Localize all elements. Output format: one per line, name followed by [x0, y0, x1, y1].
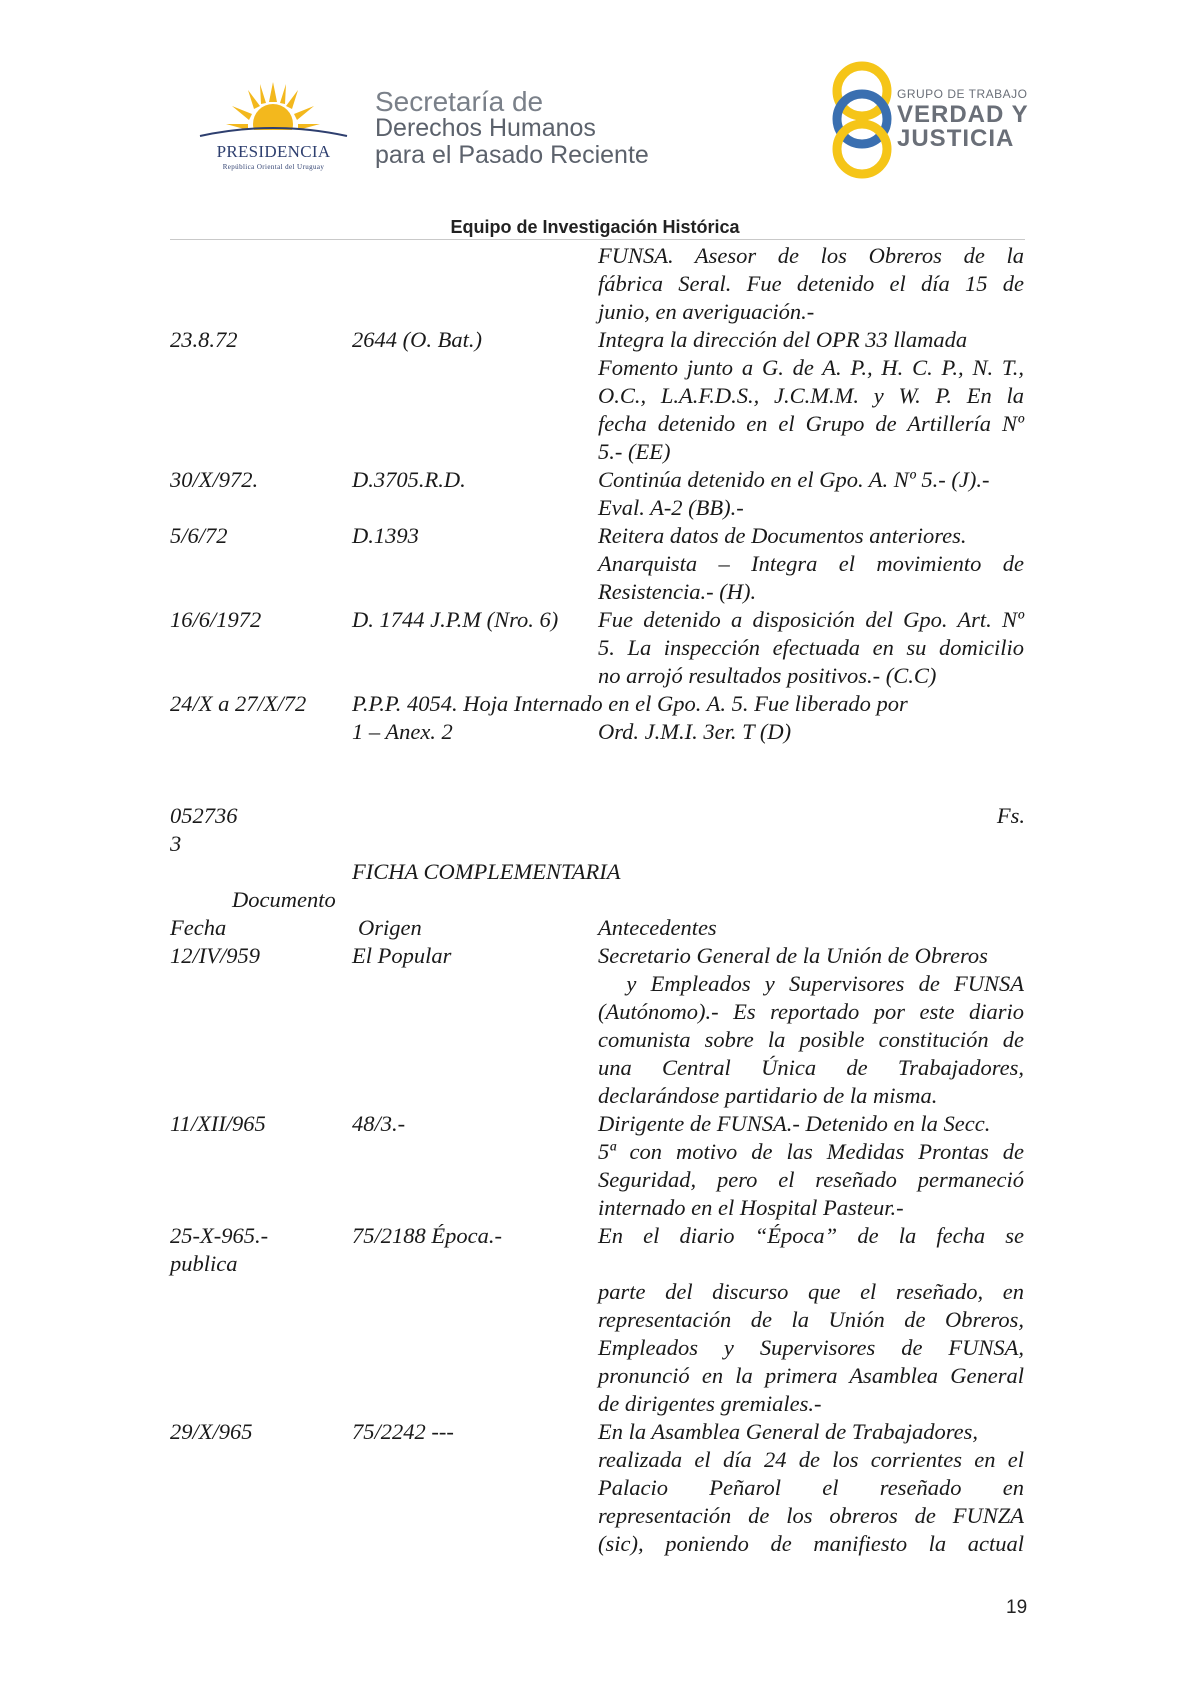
entry-date: 12/IV/959 [170, 943, 260, 968]
text-line: fecha detenido en el Grupo de Artillería Nº [598, 411, 1024, 436]
text-line: 5.- (EE) [598, 439, 671, 464]
text-line: Empleados y Supervisores de FUNSA, [598, 1335, 1024, 1360]
entry-origin: 1 – Anex. 2 [352, 719, 453, 744]
secretaria-logo-text [375, 88, 649, 169]
entry-origin: 75/2242 --- [352, 1419, 454, 1444]
entry-date: 30/X/972. [170, 467, 259, 492]
presidencia-title: PRESIDENCIA [216, 142, 331, 161]
text-line: Fomento junto a G. de A. P., H. C. P., N. T., [598, 355, 1024, 380]
text-line: FUNSA. Asesor de los Obreros de la [598, 243, 1024, 268]
team-title: Equipo de Investigación Histórica [450, 217, 740, 237]
text-line: Fue detenido a disposición del Gpo. Art. Nº [598, 607, 1024, 632]
entry-origin: 48/3.- [352, 1111, 406, 1136]
text-line: internado en el Hospital Pasteur.- [598, 1195, 904, 1220]
text-line: de dirigentes gremiales.- [598, 1391, 822, 1416]
text-line: (Autónomo).- Es reportado por este diario [598, 999, 1024, 1024]
documento-header: Documento [232, 887, 336, 912]
entry-origin: 75/2188 Época.- [352, 1223, 502, 1248]
sun-icon [196, 80, 351, 142]
text-line: parte del discurso que el reseñado, en [598, 1279, 1024, 1304]
text-line: Dirigente de FUNSA.- Detenido en la Secc. [598, 1111, 991, 1136]
secretaria-line-3: para el Pasado Reciente [375, 141, 649, 169]
entry-date: 16/6/1972 [170, 607, 262, 632]
entry-date: 24/X a 27/X/72 [170, 691, 307, 716]
text-line: Integra la dirección del OPR 33 llamada [598, 327, 968, 352]
text-line: una Central Única de Trabajadores, [598, 1055, 1024, 1080]
text-line: Continúa detenido en el Gpo. A. Nº 5.- (J).- [598, 467, 990, 492]
secretaria-line-2: Derechos Humanos [375, 114, 596, 142]
entry-date: 5/6/72 [170, 523, 228, 548]
presidencia-subtitle: República Oriental del Uruguay [222, 163, 325, 171]
entry-date-continuation: publica [170, 1251, 238, 1276]
grupo-trabajo-label: GRUPO DE TRABAJO [897, 87, 1028, 101]
text-line: junio, en averiguación.- [598, 299, 815, 324]
text-line: En la Asamblea General de Trabajadores, [598, 1419, 978, 1444]
text-line: En el diario “Época” de la fecha se [598, 1223, 1024, 1248]
ficha-title: FICHA COMPLEMENTARIA [352, 859, 621, 884]
text-line: Ord. J.M.I. 3er. T (D) [598, 719, 792, 744]
text-line: Seguridad, pero el reseñado permaneció [598, 1167, 1024, 1192]
ficha-number-suffix: 3 [170, 831, 182, 856]
text-line: 5. La inspección efectuada en su domicilio [598, 635, 1024, 660]
secretaria-line-1: Secretaría de [375, 86, 544, 117]
text-line: Resistencia.- (H). [598, 579, 757, 604]
text-line: pronunció en la primera Asamblea General [598, 1363, 1024, 1388]
justicia-label: JUSTICIA [897, 125, 1015, 152]
text-line: Reitera datos de Documentos anteriores. [598, 523, 967, 548]
entry-origin: D.1393 [352, 523, 419, 548]
text-line: Palacio Peñarol el reseñado en [598, 1475, 1024, 1500]
text-line: comunista sobre la posible constitución de [598, 1027, 1024, 1052]
entry-origin: D.3705.R.D. [352, 467, 466, 492]
text-line: no arrojó resultados positivos.- (C.C) [598, 663, 937, 688]
text-line: representación de la Unión de Obreros, [598, 1307, 1024, 1332]
entry-date: 29/X/965 [170, 1419, 253, 1444]
text-line: y Empleados y Supervisores de FUNSA [598, 971, 1024, 996]
entry-date: 11/XII/965 [170, 1111, 266, 1136]
header-divider [170, 239, 1025, 240]
text-line: fábrica Seral. Fue detenido el día 15 de [598, 271, 1024, 296]
page-number: 19 [1006, 1597, 1028, 1618]
entry-date: 25-X-965.- [170, 1223, 269, 1248]
verdad-label: VERDAD Y [897, 101, 1029, 128]
text-line: realizada el día 24 de los corrientes en el [598, 1447, 1024, 1472]
text-line: declarándose partidario de la misma. [598, 1083, 938, 1108]
origen-header: Origen [358, 915, 422, 940]
ficha-number: 052736 [170, 803, 238, 828]
text-line: Secretario General de la Unión de Obreros [598, 943, 988, 968]
text-line: representación de los obreros de FUNZA [598, 1503, 1024, 1528]
fecha-header: Fecha [170, 915, 227, 940]
text-line: P.P.P. 4054. Hoja Internado en el Gpo. A. 5. Fue liberado por [352, 691, 908, 716]
entry-origin: D. 1744 J.P.M (Nro. 6) [352, 607, 559, 632]
text-line: Eval. A-2 (BB).- [598, 495, 744, 520]
text-line: (sic), poniendo de manifiesto la actual [598, 1531, 1024, 1556]
text-line: O.C., L.A.F.D.S., J.C.M.M. y W. P. En la [598, 383, 1024, 408]
fs-label: Fs. [996, 803, 1025, 828]
presidencia-logo [196, 80, 351, 180]
entry-origin: El Popular [352, 943, 452, 968]
antecedentes-header: Antecedentes [598, 915, 717, 940]
entry-date: 23.8.72 [170, 327, 238, 352]
text-line: Anarquista – Integra el movimiento de [598, 551, 1024, 576]
text-line: 5ª con motivo de las Medidas Prontas de [598, 1139, 1024, 1164]
entry-origin: 2644 (O. Bat.) [352, 327, 482, 352]
